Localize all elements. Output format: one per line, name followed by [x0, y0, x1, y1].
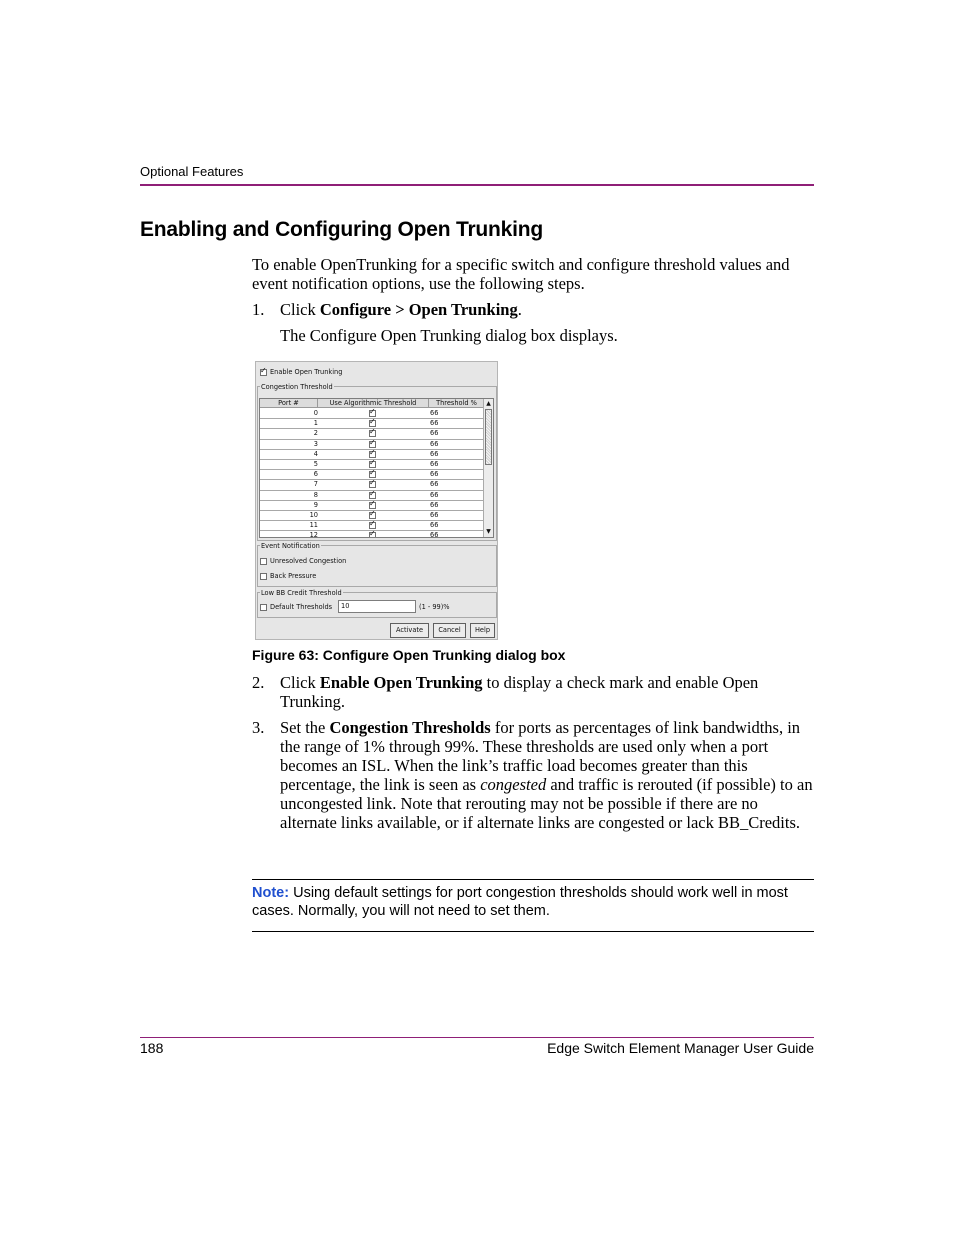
port-cell: 3 — [313, 439, 318, 448]
algorithmic-threshold-checkbox[interactable] — [369, 420, 376, 427]
algorithmic-threshold-checkbox[interactable] — [369, 441, 376, 448]
algorithmic-threshold-checkbox[interactable] — [369, 451, 376, 458]
step-followup: The Configure Open Trunking dialog box displays. — [280, 326, 618, 345]
threshold-value-input[interactable]: 10 — [338, 600, 416, 613]
port-cell: 0 — [313, 409, 318, 417]
algorithmic-threshold-checkbox[interactable] — [369, 532, 376, 538]
note-text: Using default settings for port congestion thresholds should work well in most cases. Normally, you will not need to set them. — [252, 885, 788, 919]
enable-open-trunking-label: Enable Open Trunking — [270, 368, 343, 376]
column-header-algorithmic[interactable]: Use Algorithmic Threshold — [318, 399, 429, 408]
figure-caption: Figure 63: Configure Open Trunking dialog box — [252, 647, 566, 663]
unresolved-congestion-checkbox[interactable] — [260, 558, 267, 565]
cancel-button[interactable]: Cancel — [433, 623, 466, 638]
column-header-threshold[interactable]: Threshold % — [429, 399, 485, 408]
algorithmic-threshold-checkbox[interactable] — [369, 471, 376, 478]
threshold-cell[interactable]: 66 — [430, 439, 439, 448]
threshold-cell[interactable]: 66 — [430, 480, 439, 489]
table-row[interactable] — [260, 531, 485, 538]
port-cell: 12 — [309, 531, 318, 538]
note-label: Note: — [252, 885, 290, 901]
port-cell: 2 — [313, 429, 318, 438]
threshold-cell[interactable]: 66 — [430, 409, 439, 417]
table-scrollbar[interactable] — [483, 399, 493, 537]
activate-button[interactable]: Activate — [390, 623, 429, 638]
footer-title: Edge Switch Element Manager User Guide — [547, 1040, 814, 1056]
back-pressure-label: Back Pressure — [270, 572, 317, 580]
scroll-up-arrow-icon[interactable]: ▲ — [486, 400, 491, 407]
port-cell: 6 — [313, 470, 318, 479]
threshold-cell[interactable]: 66 — [430, 460, 439, 468]
scroll-thumb[interactable] — [485, 409, 492, 465]
port-cell: 5 — [313, 460, 318, 468]
threshold-range-hint: (1 - 99)% — [419, 603, 450, 611]
algorithmic-threshold-checkbox[interactable] — [369, 522, 376, 529]
step-text: Click Configure > Open Trunking. — [280, 300, 522, 319]
algorithmic-threshold-checkbox[interactable] — [369, 481, 376, 488]
event-notification-group — [257, 545, 497, 587]
running-header: Optional Features — [140, 164, 244, 179]
threshold-cell[interactable]: 66 — [430, 531, 439, 538]
threshold-cell[interactable]: 66 — [430, 490, 439, 499]
threshold-cell[interactable]: 66 — [430, 521, 439, 530]
step-number: 1. — [252, 300, 265, 319]
back-pressure-checkbox[interactable] — [260, 573, 267, 580]
intro-paragraph: To enable OpenTrunking for a specific switch and configure threshold values and event notification options, use the following steps. — [252, 255, 790, 293]
port-cell: 8 — [313, 490, 318, 499]
unresolved-congestion-label: Unresolved Congestion — [270, 557, 347, 565]
algorithmic-threshold-checkbox[interactable] — [369, 512, 376, 519]
default-thresholds-checkbox[interactable] — [260, 604, 267, 611]
port-cell: 9 — [313, 500, 318, 509]
step-text: Set the Congestion Thresholds for ports as percentages of link bandwidths, in the range of 1% through 99%. These thresholds are used only when a port becomes an ISL. When the link’s traffic load becomes greater than this percentage, the link is seen as congested and traffic is rerouted (if possible) to an uncongested link. Note that rerouting may not be possible if there are no alternate links available, or if alternate links are congested or lack BB_Credits. — [280, 718, 813, 832]
port-cell: 1 — [313, 419, 318, 428]
column-header-port[interactable]: Port # — [260, 399, 318, 408]
header-rule — [140, 184, 814, 186]
step-text: Click Enable Open Trunking to display a check mark and enable Open Trunking. — [280, 673, 759, 711]
threshold-cell[interactable]: 66 — [430, 419, 439, 428]
page-number: 188 — [140, 1040, 164, 1056]
algorithmic-threshold-checkbox[interactable] — [369, 461, 376, 468]
low-bb-credit-label: Low BB Credit Threshold — [261, 589, 342, 597]
algorithmic-threshold-checkbox[interactable] — [369, 502, 376, 509]
step-number: 2. — [252, 673, 265, 692]
scroll-down-arrow-icon[interactable]: ▼ — [486, 528, 491, 535]
threshold-cell[interactable]: 66 — [430, 511, 439, 519]
footer-rule — [140, 1037, 814, 1038]
default-thresholds-label: Default Thresholds — [270, 603, 333, 611]
threshold-cell[interactable]: 66 — [430, 470, 439, 479]
port-cell: 7 — [313, 480, 318, 489]
algorithmic-threshold-checkbox[interactable] — [369, 492, 376, 499]
note — [252, 884, 812, 920]
note-rule-bottom — [252, 931, 814, 932]
threshold-cell[interactable]: 66 — [430, 500, 439, 509]
note-rule-top — [252, 879, 814, 880]
port-cell: 10 — [309, 511, 318, 519]
algorithmic-threshold-checkbox[interactable] — [369, 430, 376, 437]
threshold-cell[interactable]: 66 — [430, 429, 439, 438]
congestion-threshold-label: Congestion Threshold — [261, 383, 333, 391]
section-title: Enabling and Configuring Open Trunking — [140, 218, 544, 241]
threshold-cell[interactable]: 66 — [430, 449, 439, 458]
port-cell: 4 — [313, 449, 318, 458]
threshold-table — [259, 398, 494, 538]
event-notification-label: Event Notification — [261, 542, 320, 550]
step-number: 3. — [252, 718, 265, 737]
configure-open-trunking-dialog — [255, 361, 498, 640]
help-button[interactable]: Help — [470, 623, 495, 638]
enable-open-trunking-checkbox[interactable] — [260, 369, 267, 376]
port-cell: 11 — [309, 521, 318, 530]
algorithmic-threshold-checkbox[interactable] — [369, 410, 376, 417]
